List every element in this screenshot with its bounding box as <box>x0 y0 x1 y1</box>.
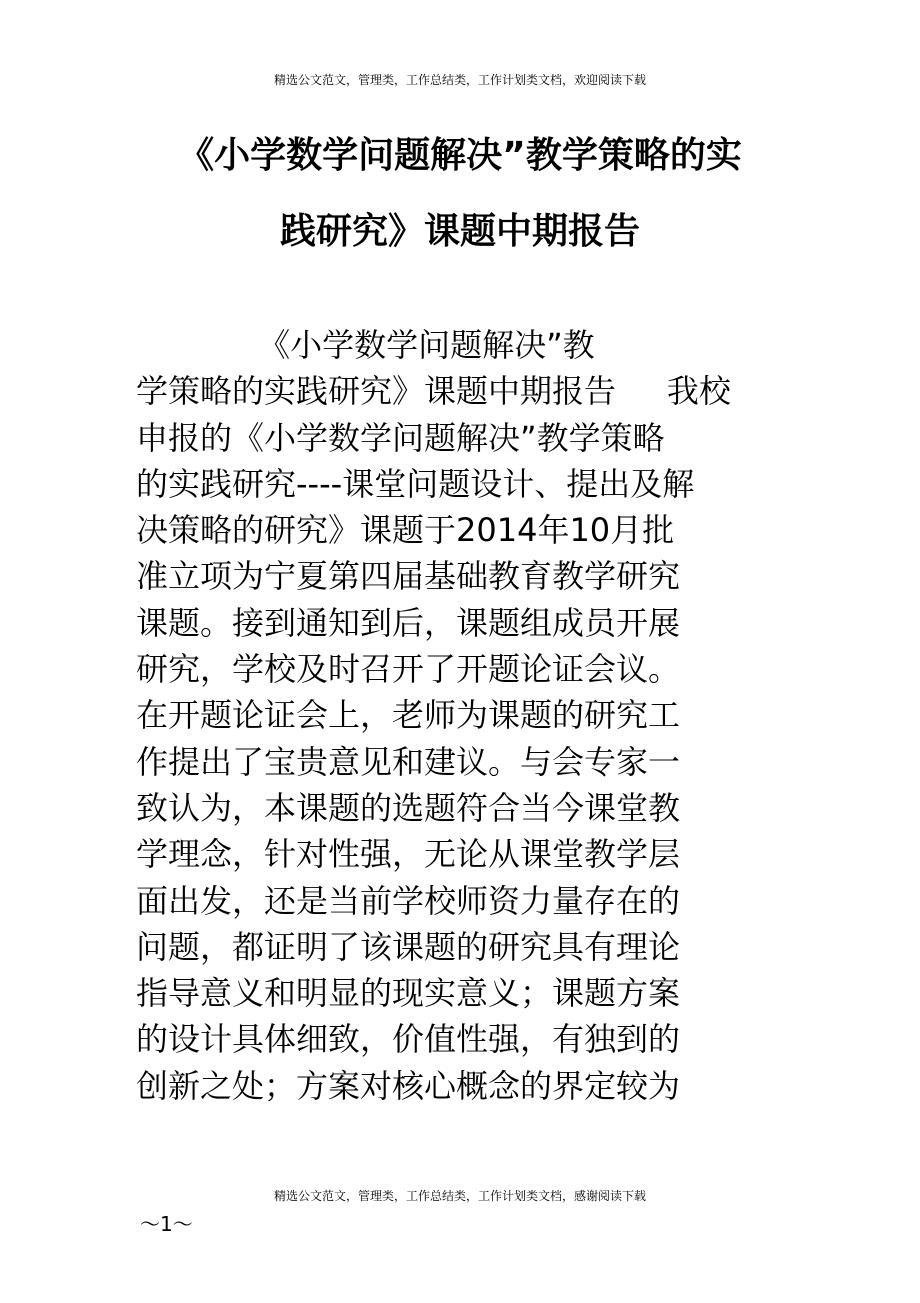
body-line: 准立项为宁夏第四届基础教育教学研究 <box>136 557 681 596</box>
body-line: 问题，都证明了该课题的研究具有理论 <box>136 927 681 966</box>
body-line: 决策略的研究》课题于2014年10月批 <box>136 511 675 550</box>
body-line: 《小学数学问题解决”教 <box>136 326 595 364</box>
body-line: 的设计具体细致，价值性强，有独到的 <box>136 1020 681 1059</box>
body-line: 学策略的实践研究》课题中期报告 我校 <box>136 372 731 411</box>
document-title-line-2: 践研究》课题中期报告 <box>279 211 640 252</box>
body-line: 致认为，本课题的选题符合当今课堂教 <box>136 788 681 827</box>
body-line: 学理念，针对性强，无论从课堂教学层 <box>136 835 681 874</box>
document-title-line-1: 《小学数学问题解决”教学策略的实 <box>178 135 742 176</box>
body-line: 作提出了宝贵意见和建议。与会专家一 <box>136 742 681 781</box>
body-line: 的实践研究----课堂问题设计、提出及解 <box>136 464 695 503</box>
footer-note: 精选公文范文，管理类，工作总结类，工作计划类文档，感谢阅读下载 <box>273 1189 646 1203</box>
body-line: 创新之处；方案对核心概念的界定较为 <box>136 1066 681 1105</box>
body-line: 课题。接到通知到后，课题组成员开展 <box>136 603 681 642</box>
body-line: 面出发，还是当前学校师资力量存在的 <box>136 881 681 920</box>
header-note: 精选公文范文，管理类，工作总结类，工作计划类文档，欢迎阅读下载 <box>273 73 646 87</box>
body-text <box>136 322 836 1109</box>
body-line: 指导意义和明显的现实意义；课题方案 <box>136 974 681 1013</box>
page-number: ～1～ <box>140 1212 193 1236</box>
body-line: 在开题论证会上，老师为课题的研究工 <box>136 696 681 735</box>
body-line: 申报的《小学数学问题解决”教学策略 <box>136 418 665 457</box>
body-line: 研究，学校及时召开了开题论证会议。 <box>136 650 681 689</box>
